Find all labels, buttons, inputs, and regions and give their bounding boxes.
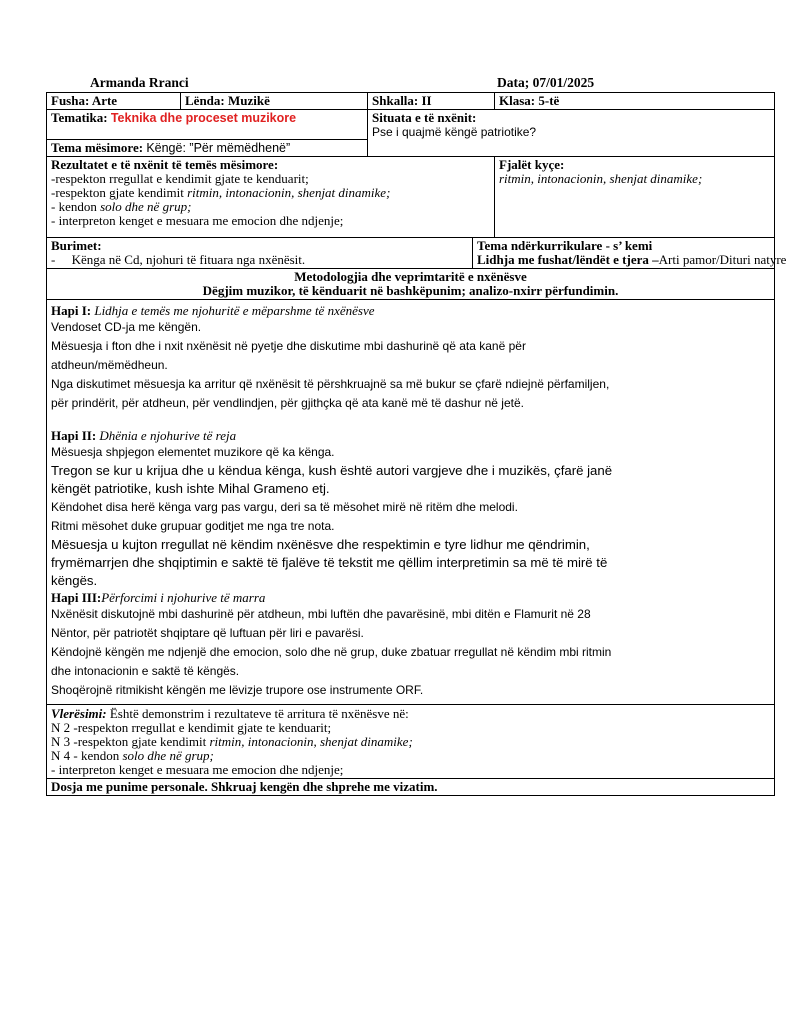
lesson-topic-cell bbox=[47, 140, 368, 157]
sources-row bbox=[47, 238, 775, 269]
outcomes-row bbox=[47, 157, 775, 238]
cross-cell bbox=[473, 238, 786, 269]
step2-heading: Hapi II: Dhënia e njohurive të reja bbox=[51, 428, 237, 443]
subject-cell: Lënda: Muzikë bbox=[181, 93, 368, 110]
outcome-2: -respekton gjate kendimit ritmin, intonacionin, shenjat dinamike; bbox=[51, 185, 391, 200]
lesson-plan-table bbox=[46, 92, 786, 796]
step3-heading: Hapi III:Përforcimi i njohurive të marra bbox=[51, 590, 266, 605]
sources-title: Burimet: bbox=[51, 238, 102, 253]
lesson-date: Data; 07/01/2025 bbox=[497, 75, 595, 90]
keywords-title: Fjalët kyçe: bbox=[499, 157, 565, 172]
document-header bbox=[46, 75, 774, 92]
methodology-cell bbox=[47, 269, 775, 300]
theme-cell bbox=[47, 110, 368, 140]
keywords-text: ritmin, intonacionin, shenjat dinamike; bbox=[499, 171, 703, 186]
theme-row bbox=[47, 110, 775, 140]
outcome-4: - interpreton kenget e mesuara me emocion dhe ndjenje; bbox=[51, 213, 344, 228]
outcomes-title: Rezultatet e të nxënit të temës mësimore: bbox=[51, 157, 279, 172]
evaluation-intro: Vlerësimi: Është demonstrim i rezultateve të arritura të nxënësve në: bbox=[51, 706, 409, 721]
steps-row bbox=[47, 300, 775, 705]
outcome-1: -respekton rregullat e kendimit gjate te kenduarit; bbox=[51, 171, 309, 186]
sources-text: - Kënga në Cd, njohuri të fituara nga nxënësit. bbox=[51, 252, 306, 267]
keywords-cell bbox=[495, 157, 775, 238]
author-name: Armanda Rranci bbox=[90, 75, 189, 90]
step3-body: Nxënësit diskutojnë mbi dashurinë për atdheun, mbi luftën dhe pavarësinë, mbi ditën e Flamurit në 28 Nëntor, për patriotët shqiptare që luftuan për liri e pavarësi. Këndojnë këngën me ndjenjë dhe emocion, solo dhe në grup, duke zbatuar rregullat në këndim mbi ritmin dhe intonacionin e saktë të këngës. Shoqërojnë ritmikisht këngën me lëvizje trupore ose instrumente ORF. bbox=[51, 607, 612, 697]
portfolio-cell: Dosja me punime personale. Shkruaj kengën dhe shprehe me vizatim. bbox=[47, 779, 775, 796]
theme-label: Tematika: bbox=[51, 110, 108, 125]
step1-body: Vendoset CD-ja me këngën. Mësuesja i fton dhe i nxit nxënësit në pyetje dhe diskutime mbi dashurinë që ata kanë për atdheun/mëmëdheun. Nga diskutimet mësuesja ka arritur që nxënësit të përshkruajnë sa më bukur se çfarë ndiejnë përfamiljen, për prindërit, për atdheun, për vendlindjen, për gjithçka që ata kanë më të dashur në jetë. bbox=[51, 320, 610, 410]
step1-heading: Hapi I: Lidhja e temës me njohuritë e mëparshme të nxënësve bbox=[51, 303, 375, 318]
sources-cell bbox=[47, 238, 473, 269]
evaluation-n3: N 3 -respekton gjate kendimit ritmin, intonacionin, shenjat dinamike; bbox=[51, 734, 413, 749]
evaluation-n2: N 2 -respekton rregullat e kendimit gjate te kenduarit; bbox=[51, 720, 332, 735]
lesson-topic-value: Këngë: ”Për mëmëdhenë” bbox=[146, 141, 291, 155]
situation-text: Pse i quajmë këngë patriotike? bbox=[372, 125, 537, 139]
methodology-title: Metodologjia dhe veprimtaritë e nxënësve bbox=[294, 269, 527, 284]
outcomes-cell bbox=[47, 157, 495, 238]
lesson-topic-label: Tema mësimore: bbox=[51, 140, 144, 155]
steps-cell bbox=[47, 300, 775, 705]
level-cell: Shkalla: II bbox=[368, 93, 495, 110]
evaluation-row bbox=[47, 705, 775, 779]
evaluation-n4: N 4 - kendon solo dhe në grup; bbox=[51, 748, 214, 763]
situation-cell bbox=[368, 110, 775, 157]
theme-value: Teknika dhe proceset muzikore bbox=[110, 111, 297, 125]
cross-link: Lidhja me fushat/lëndët e tjera –Arti pamor/Dituri natyre bbox=[477, 252, 786, 267]
cross-title: Tema ndërkurrikulare - s’ kemi bbox=[477, 238, 653, 253]
evaluation-last: - interpreton kenget e mesuara me emocion dhe ndjenje; bbox=[51, 762, 344, 777]
methodology-subtitle: Dëgjim muzikor, të kënduarit në bashkëpunim; analizo-nxirr përfundimin. bbox=[202, 283, 619, 298]
evaluation-cell bbox=[47, 705, 775, 779]
portfolio-row bbox=[47, 779, 775, 796]
situation-label: Situata e të nxënit: bbox=[372, 110, 477, 125]
outcome-3: - kendon solo dhe në grup; bbox=[51, 199, 192, 214]
grade-cell: Klasa: 5-të bbox=[495, 93, 775, 110]
field-cell: Fusha: Arte bbox=[47, 93, 181, 110]
info-row bbox=[47, 93, 775, 110]
step2-body: Mësuesja shpjegon elementet muzikore që ka kënga. Tregon se kur u krijua dhe u këndua kënga, kush është autori vargjeve dhe i muzikës, çfarë janë këngët patriotike, kush ishte Mihal Grameno etj. Këndohet disa herë kënga varg pas vargu, deri sa të mësohet mirë në ritëm dhe melodi. Ritmi mësohet duke grupuar goditjet me nga tre nota. Mësuesja u kujton rregullat në këndim nxënësve dhe respektimin e tyre lidhur me qëndrimin, frymëmarrjen dhe shqiptimin e saktë të fjalëve të tekstit me qëllim interpretimin sa më të mirë të këngës. bbox=[51, 445, 613, 588]
methodology-row bbox=[47, 269, 775, 300]
